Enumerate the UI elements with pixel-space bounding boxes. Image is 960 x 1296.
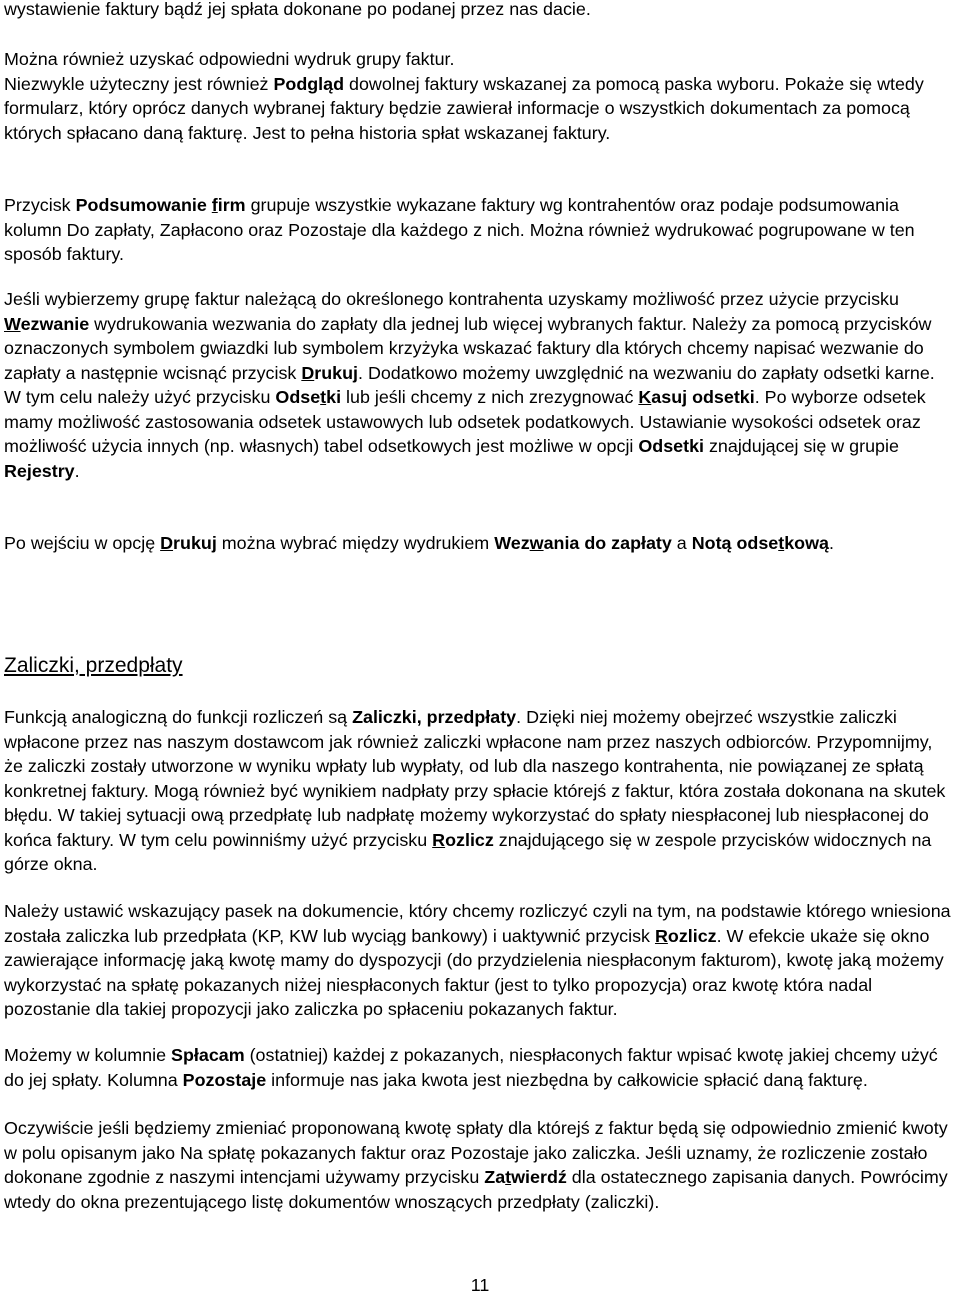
wezwania-keyword <box>494 533 672 553</box>
hotkey-letter: R <box>432 829 446 850</box>
splacam-keyword: Spłacam <box>171 1045 245 1065</box>
pozostaje-keyword: Pozostaje <box>182 1069 267 1090</box>
podglad-keyword: Podgląd <box>273 73 345 94</box>
podsumowanie-firm-keyword <box>76 195 246 215</box>
paragraph-advances-confirm <box>4 1116 956 1214</box>
text: Odse <box>275 387 321 407</box>
text: . <box>74 460 80 481</box>
hotkey-letter: D <box>301 362 315 383</box>
text: wierdź <box>511 1167 567 1187</box>
text: irm <box>217 195 246 215</box>
text: rukuj <box>314 362 358 383</box>
paragraph-intro <box>4 0 956 22</box>
rozlicz-keyword <box>655 926 717 946</box>
nota-odsetkowa-keyword <box>692 533 829 553</box>
text: Za <box>484 1167 506 1187</box>
text: a <box>671 533 692 553</box>
text: . <box>828 533 834 553</box>
text: kową <box>784 533 829 553</box>
text: wydrukowania wezwania do zapłaty dla jednej lub więcej wybranych faktur. Należy za pomocą przycisków oznaczonych symbolem gwiazdki lub symbolem krzyżyka wskazać faktury dla których chcemy napisać wezwanie do zapłaty a następnie wcisnąć przycisk <box>4 313 932 383</box>
zatwierdz-keyword <box>484 1167 567 1187</box>
text: ozlicz <box>445 829 494 850</box>
text: (ostatniej) każdej z pokazanych, niespłaconych faktur wpisać kwotę jakiej chcemy użyć do jej spłaty. Kolumna <box>4 1045 938 1090</box>
text: Podsumowanie <box>75 195 212 215</box>
hotkey-letter: D <box>160 533 174 553</box>
zaliczki-keyword: Zaliczki, przedpłaty <box>352 707 517 727</box>
text: Pokaże się wtedy formularz, który oprócz danych wybranej faktury będzie zawierał informacje o wszystkich dokumentach za pomocą których spłacano daną fakturę. Jest to pełna historia spłat wskazanej faktury. <box>4 73 924 143</box>
text: ania do zapłaty <box>543 533 672 553</box>
wezwanie-keyword <box>4 314 89 334</box>
text: Jeśli wybierzemy grupę faktur należącą do określonego kontrahenta uzyskamy możliwość przez użycie przycisku <box>4 289 899 309</box>
paragraph-advances-intro <box>4 705 956 877</box>
text: Możemy w kolumnie <box>4 1045 172 1065</box>
text: znajdującego się w zespole przycisków widocznych na górze okna. <box>4 829 932 874</box>
text: asuj odsetki <box>651 387 755 407</box>
paragraph-advances-settle <box>4 899 956 1022</box>
text: ki <box>326 387 342 407</box>
text: . W efekcie ukaże się okno zawierające informację jaką kwotę mamy do dyspozycji (do przydzielenia niespłaconym fakturom), kwotę jaką możemy wykorzystać na spłatę pokazanych niżej niespłaconych faktur (jest to tylko propozycja) oraz kwotę która nadal pozostanie dla takiej propozycji jako zaliczka po spłaceniu pokazanych faktur. <box>4 925 944 1019</box>
text: lub jeśli chcemy z nich zrezygnować <box>341 387 639 407</box>
text: . Dzięki niej możemy obejrzeć wszystkie zaliczki wpłacone przez nas naszym dostawcom jak również zaliczki wpłacone nam przez naszych odbiorców. Przypomnijmy, że zaliczki zostały utworzone w wyniku wpłaty lub wypłaty, od lub dla naszego kontrahenta, nie powiązanej ze spłatą konkretnej faktury. Mogą również być wynikiem nadpłaty przy spłacie którejś z faktur, która została dokonana na skutek błędu. W takiej sytuacji ową przedpłatę lub nadpłatę możemy wykorzystać do spłaty niespłaconej lub niespłaconej do końca faktury. W tym celu powinniśmy użyć przycisku <box>4 707 946 850</box>
rejestry-keyword: Rejestry <box>4 460 75 481</box>
paragraph-print-preview <box>4 47 956 145</box>
page-number: 11 <box>470 1275 490 1295</box>
text: wystawienie faktury bądź jej spłata dokonane po podanej przez nas dacie. <box>4 0 591 19</box>
hotkey-letter: t <box>320 387 327 407</box>
hotkey-letter: f <box>211 195 218 215</box>
text: Po wejściu w opcję <box>4 533 161 553</box>
paragraph-print-choice <box>4 531 956 556</box>
text: Funkcją analogiczną do funkcji rozliczeń są <box>4 707 353 727</box>
hotkey-letter: R <box>654 925 668 946</box>
text: Wez <box>494 533 530 553</box>
hotkey-letter: w <box>529 533 544 553</box>
text: można wybrać między wydrukiem <box>216 533 495 553</box>
text: grupuje wszystkie wykazane faktury wg kontrahentów oraz podaje podsumowania kolumn Do zapłaty, Zapłacono oraz Pozostaje dla każdego z nich. Można również wydrukować pogrupowane w ten sposób faktury. <box>4 195 915 264</box>
text: ezwanie <box>20 313 90 334</box>
text: Można również uzyskać odpowiedni wydruk grupy faktur. <box>4 49 455 69</box>
drukuj-keyword <box>160 533 217 553</box>
odsetki-button-keyword <box>275 387 341 407</box>
paragraph-demand-letter <box>4 287 956 483</box>
text: Notą odse <box>691 533 779 553</box>
text: Oczywiście jeśli będziemy zmieniać proponowaną kwotę spłaty dla którejś z faktur będą się odpowiednio zmienić kwoty w polu opisanym jako Na spłatę pokazanych faktur oraz Pozostaje jako zaliczka. Jeśli uznamy, że rozliczenie zostało dokonane zgodnie z naszymi intencjami używamy przycisku <box>4 1118 948 1187</box>
odsetki-option-keyword: Odsetki <box>638 436 704 456</box>
paragraph-summary <box>4 193 956 267</box>
hotkey-letter: W <box>4 313 21 334</box>
kasuj-odsetki-keyword <box>638 387 754 407</box>
hotkey-letter: t <box>505 1167 512 1187</box>
text: dla ostatecznego zapisania danych. Powrócimy wtedy do okna prezentującego listę dokumentów wnoszących przedpłaty (zaliczki). <box>4 1167 948 1212</box>
text: . Po wyborze odsetek mamy możliwość zastosowania odsetek ustawowych lub odsetek podatkowych. Ustawianie wysokości odsetek oraz możliwość użycia innych (np. własnych) tabel odsetkowych jest możliwe w opcji <box>4 387 926 456</box>
text: informuje nas jaka kwota jest niezbędna by całkowicie spłacić daną fakturę. <box>266 1069 868 1090</box>
text: znajdującej się w grupie <box>704 436 899 456</box>
drukuj-keyword <box>301 363 358 383</box>
text: rukuj <box>173 533 217 553</box>
text: . Dodatkowo możemy uwzględnić na wezwaniu do zapłaty odsetki karne. W tym celu należy użyć przycisku <box>4 362 935 407</box>
paragraph-advances-columns <box>4 1043 956 1092</box>
text: Przycisk <box>4 195 76 215</box>
rozlicz-keyword <box>432 830 494 850</box>
text: dowolnej faktury wskazanej za pomocą paska wyboru. <box>344 73 780 94</box>
text: ozlicz <box>667 925 717 946</box>
text: Niezwykle użyteczny jest również <box>4 73 274 94</box>
hotkey-letter: K <box>638 387 652 407</box>
hotkey-letter: t <box>778 533 785 553</box>
section-heading: Zaliczki, przedpłaty <box>4 654 183 677</box>
text: Należy ustawić wskazujący pasek na dokumencie, który chcemy rozliczyć czyli na tym, na podstawie którego wniesiona została zaliczka lub przedpłata (KP, KW lub wyciąg bankowy) i uaktywnić przycisk <box>4 901 951 946</box>
